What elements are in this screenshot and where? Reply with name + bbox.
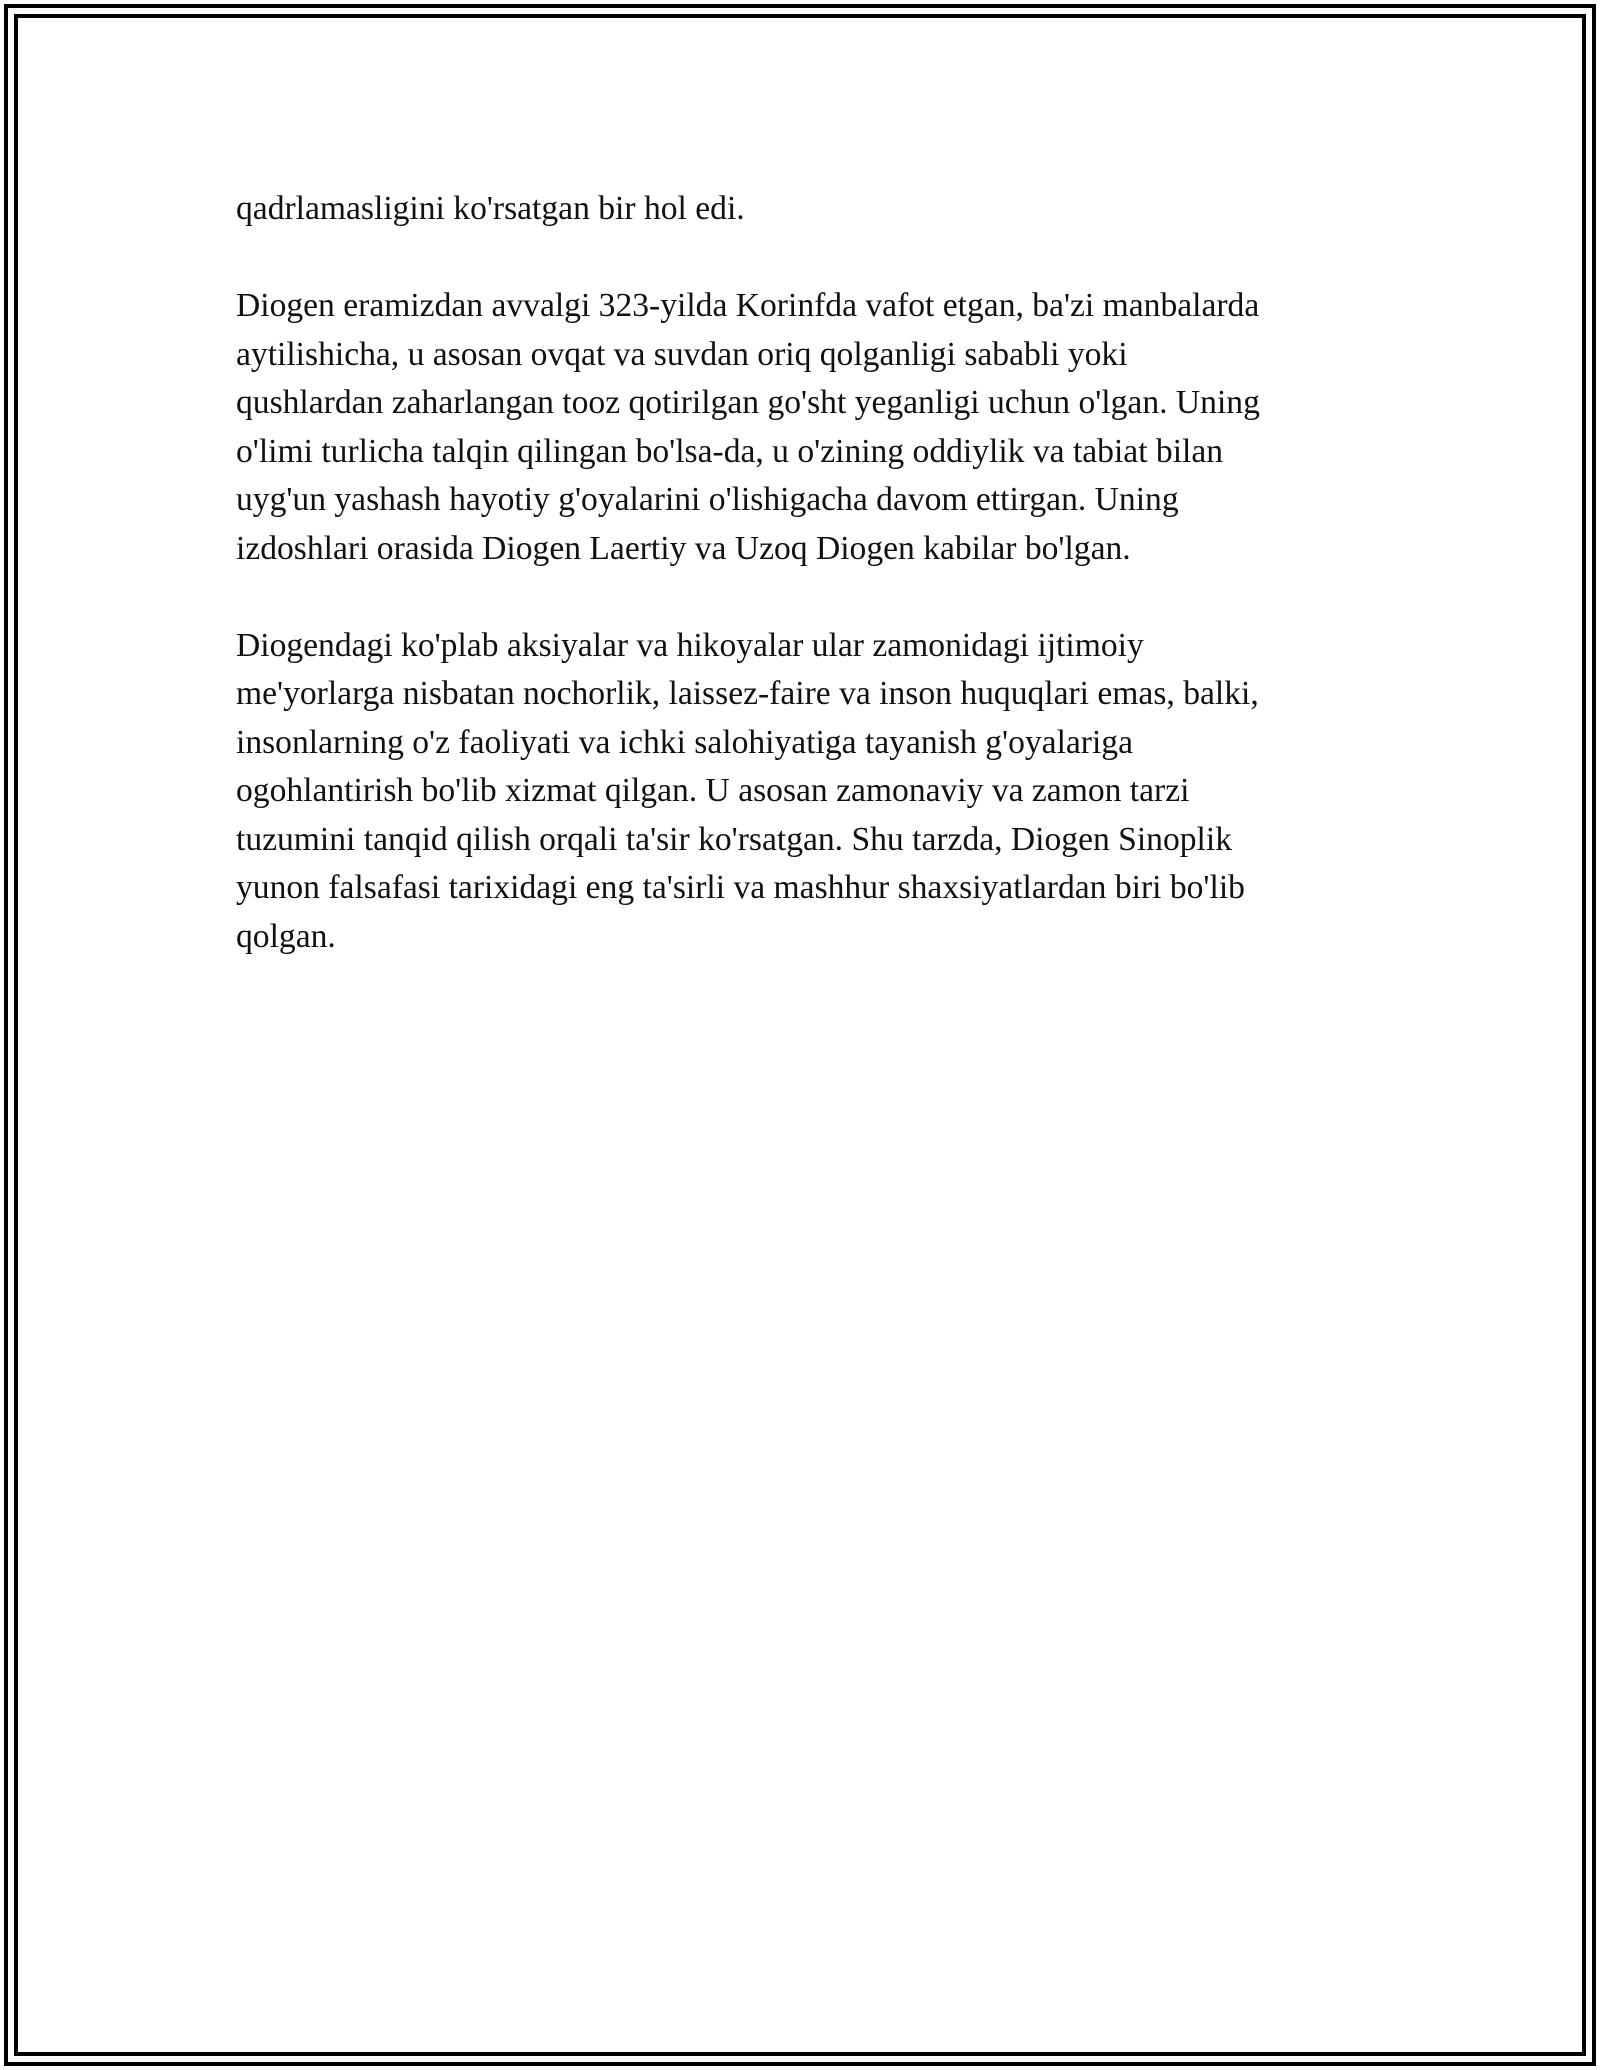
text-line: me'yorlarga nisbatan nochorlik, laissez-faire va inson huquqlari emas, balki,: [236, 675, 1259, 712]
text-line: qushlardan zaharlangan tooz qotirilgan go'sht yeganligi uchun o'lgan. Uning: [236, 384, 1260, 421]
document-body: [236, 185, 1376, 961]
text-line: qadrlamasligini ko'rsatgan bir hol edi.: [236, 190, 745, 227]
paragraph-3: [236, 622, 1376, 962]
paragraph-1: [236, 185, 1376, 234]
text-line: izdoshlari orasida Diogen Laertiy va Uzoq Diogen kabilar bo'lgan.: [236, 529, 1131, 567]
text-line: ogohlantirish bo'lib xizmat qilgan. U asosan zamonaviy va zamon tarzi: [236, 772, 1190, 809]
text-line: uyg'un yashash hayotiy g'oyalarini o'lishigacha davom ettirgan. Uning: [236, 481, 1179, 518]
text-line: tuzumini tanqid qilish orqali ta'sir ko'rsatgan. Shu tarzda, Diogen Sinoplik: [236, 820, 1232, 858]
text-line: Diogendagi ko'plab aksiyalar va hikoyalar ular zamonidagi ijtimoiy: [236, 626, 1144, 664]
text-line: Diogen eramizdan avvalgi 323-yilda Korinfda vafot etgan, ba'zi manbalarda: [236, 287, 1260, 324]
text-line: o'limi turlicha talqin qilingan bo'lsa-da, u o'zining oddiylik va tabiat bilan: [236, 432, 1224, 470]
paragraph-2: [236, 282, 1376, 573]
text-line: qolgan.: [236, 917, 336, 955]
text-line: insonlarning o'z faoliyati va ichki salohiyatiga tayanish g'oyalariga: [236, 723, 1134, 761]
text-line: aytilishicha, u asosan ovqat va suvdan oriq qolganligi sababli yoki: [236, 335, 1128, 373]
text-line: yunon falsafasi tarixidagi eng ta'sirli va mashhur shaxsiyatlardan biri bo'lib: [236, 869, 1245, 906]
